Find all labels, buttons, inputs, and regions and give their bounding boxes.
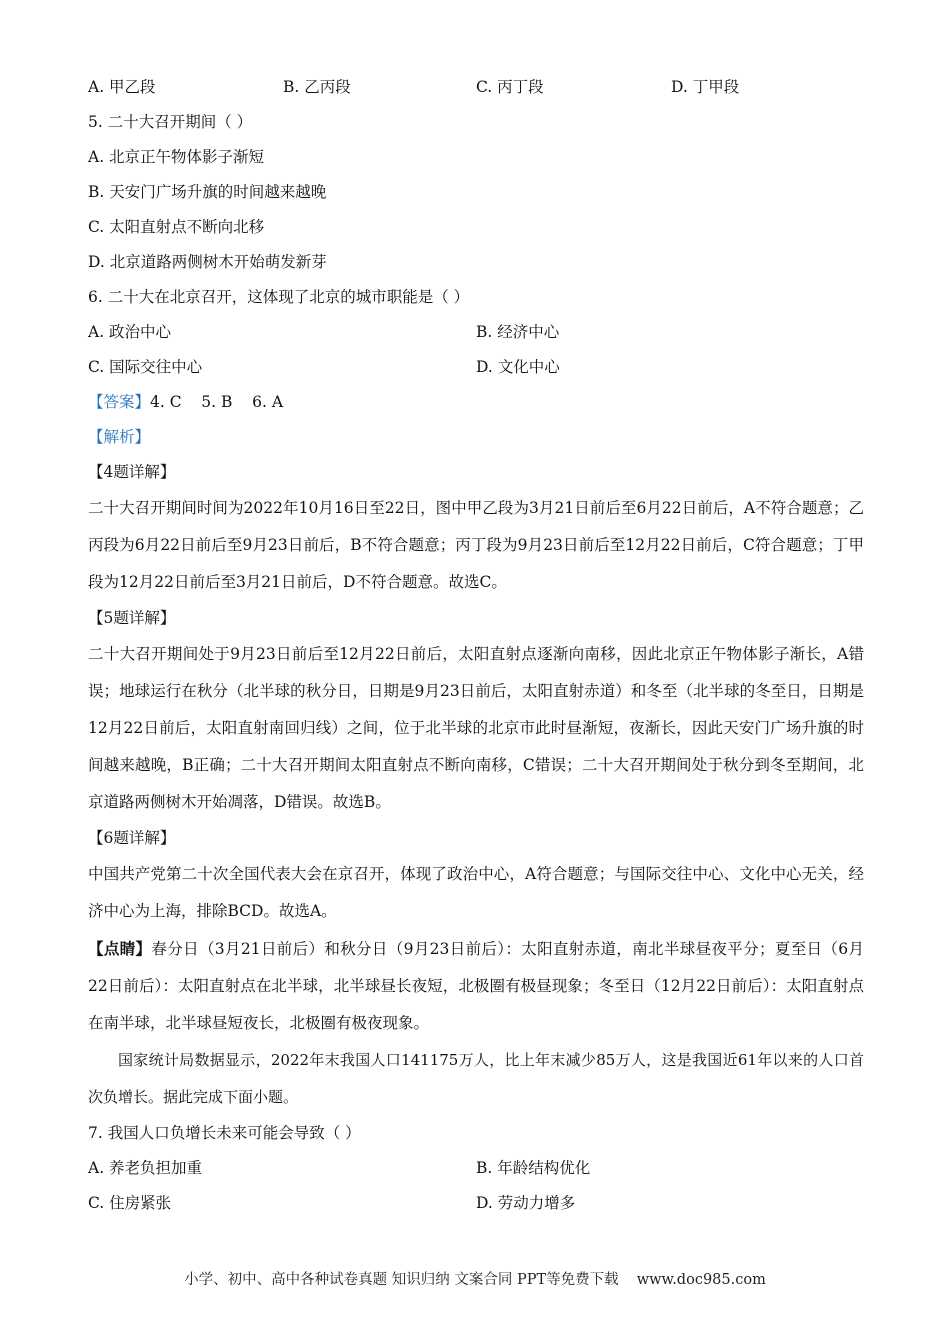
- footer-text: 小学、初中、高中各种试卷真题 知识归纳 文案合同 PPT等免费下载: [184, 1272, 619, 1288]
- detail4-heading: 【4题详解】: [88, 463, 176, 481]
- answer-text: 4. C 5. B 6. A: [150, 393, 284, 411]
- q4-option-d: D. 丁甲段: [671, 78, 740, 96]
- detail6-text: 中国共产党第二十次全国代表大会在京召开，体现了政治中心，A符合题意；与国际交往中心、文化中心无关，经济中心为上海，排除BCD。故选A。: [88, 865, 864, 920]
- material-paragraph: 国家统计局数据显示，2022年末我国人口141175万人，比上年末减少85万人，这是我国近61年以来的人口首次负增长。据此完成下面小题。: [88, 1051, 864, 1106]
- q7-option-d: D. 劳动力增多: [476, 1194, 576, 1212]
- tip-tag: 【点睛】: [88, 939, 152, 958]
- q6-option-a: A. 政治中心: [88, 323, 172, 341]
- q6-options-row2: [88, 350, 864, 385]
- page-footer: [0, 1268, 950, 1289]
- q4-option-a: A. 甲乙段: [88, 78, 156, 96]
- tip-text: 春分日（3月21日前后）和秋分日（9月23日前后）：太阳直射赤道，南北半球昼夜平分；夏至日（6月22日前后）：太阳直射点在北半球，北半球昼长夜短，北极圈有极昼现象；冬至日（12月22日前后）：太阳直射点在南半球，北半球昼短夜长，北极圈有极夜现象。: [88, 940, 864, 1032]
- q6-options-row1: [88, 315, 864, 350]
- q7-options-row1: [88, 1151, 864, 1186]
- tip-paragraph: [88, 930, 864, 1042]
- detail5-text: 二十大召开期间处于9月23日前后至12月22日前后，太阳直射点逐渐向南移，因此北京正午物体影子渐长，A错误；地球运行在秋分（北半球的秋分日，日期是9月23日前后，太阳直射赤道）和冬至（北半球的冬至日，日期是12月22日前后，太阳直射南回归线）之间，位于北半球的北京市此时昼渐短，夜渐长，因此天安门广场升旗的时间越来越晚，B正确；二十大召开期间太阳直射点不断向南移，C错误；二十大召开期间处于秋分到冬至期间，北京道路两侧树木开始凋落，D错误。故选B。: [88, 645, 864, 811]
- detail6-heading: 【6题详解】: [88, 829, 176, 847]
- document-page: [88, 70, 864, 1221]
- q5-stem: 5. 二十大召开期间（ ）: [88, 113, 253, 131]
- q6-option-b: B. 经济中心: [476, 323, 560, 341]
- answer-tag: 【答案】: [88, 393, 151, 411]
- detail5-heading: 【5题详解】: [88, 609, 176, 627]
- q7-option-b: B. 年龄结构优化: [476, 1159, 591, 1177]
- q5-option-a: A. 北京正午物体影子渐短: [88, 148, 265, 166]
- q7-option-c: C. 住房紧张: [88, 1194, 172, 1212]
- answer-line: [88, 385, 864, 420]
- q7-options-row2: [88, 1186, 864, 1221]
- q5-option-c: C. 太阳直射点不断向北移: [88, 218, 265, 236]
- q4-option-c: C. 丙丁段: [476, 78, 544, 96]
- q5-option-b: B. 天安门广场升旗的时间越来越晚: [88, 183, 327, 201]
- q7-option-a: A. 养老负担加重: [88, 1159, 203, 1177]
- q5-option-d: D. 北京道路两侧树木开始萌发新芽: [88, 253, 327, 271]
- detail4-text: 二十大召开期间时间为2022年10月16日至22日，图中甲乙段为3月21日前后至6月22日前后，A不符合题意；乙丙段为6月22日前后至9月23日前后，B不符合题意；丙丁段为9月23日前后至12月22日前后，C符合题意；丁甲段为12月22日前后至3月21日前后，D不符合题意。故选C。: [88, 499, 864, 591]
- analysis-tag: 【解析】: [88, 428, 151, 446]
- q6-option-d: D. 文化中心: [476, 358, 560, 376]
- q7-stem: 7. 我国人口负增长未来可能会导致（ ）: [88, 1124, 361, 1142]
- q6-option-c: C. 国际交往中心: [88, 358, 203, 376]
- footer-site-link[interactable]: www.doc985.com: [636, 1272, 766, 1288]
- q4-option-b: B. 乙丙段: [283, 78, 351, 96]
- q4-options: [88, 70, 864, 105]
- q6-stem: 6. 二十大在北京召开，这体现了北京的城市职能是（ ）: [88, 288, 470, 306]
